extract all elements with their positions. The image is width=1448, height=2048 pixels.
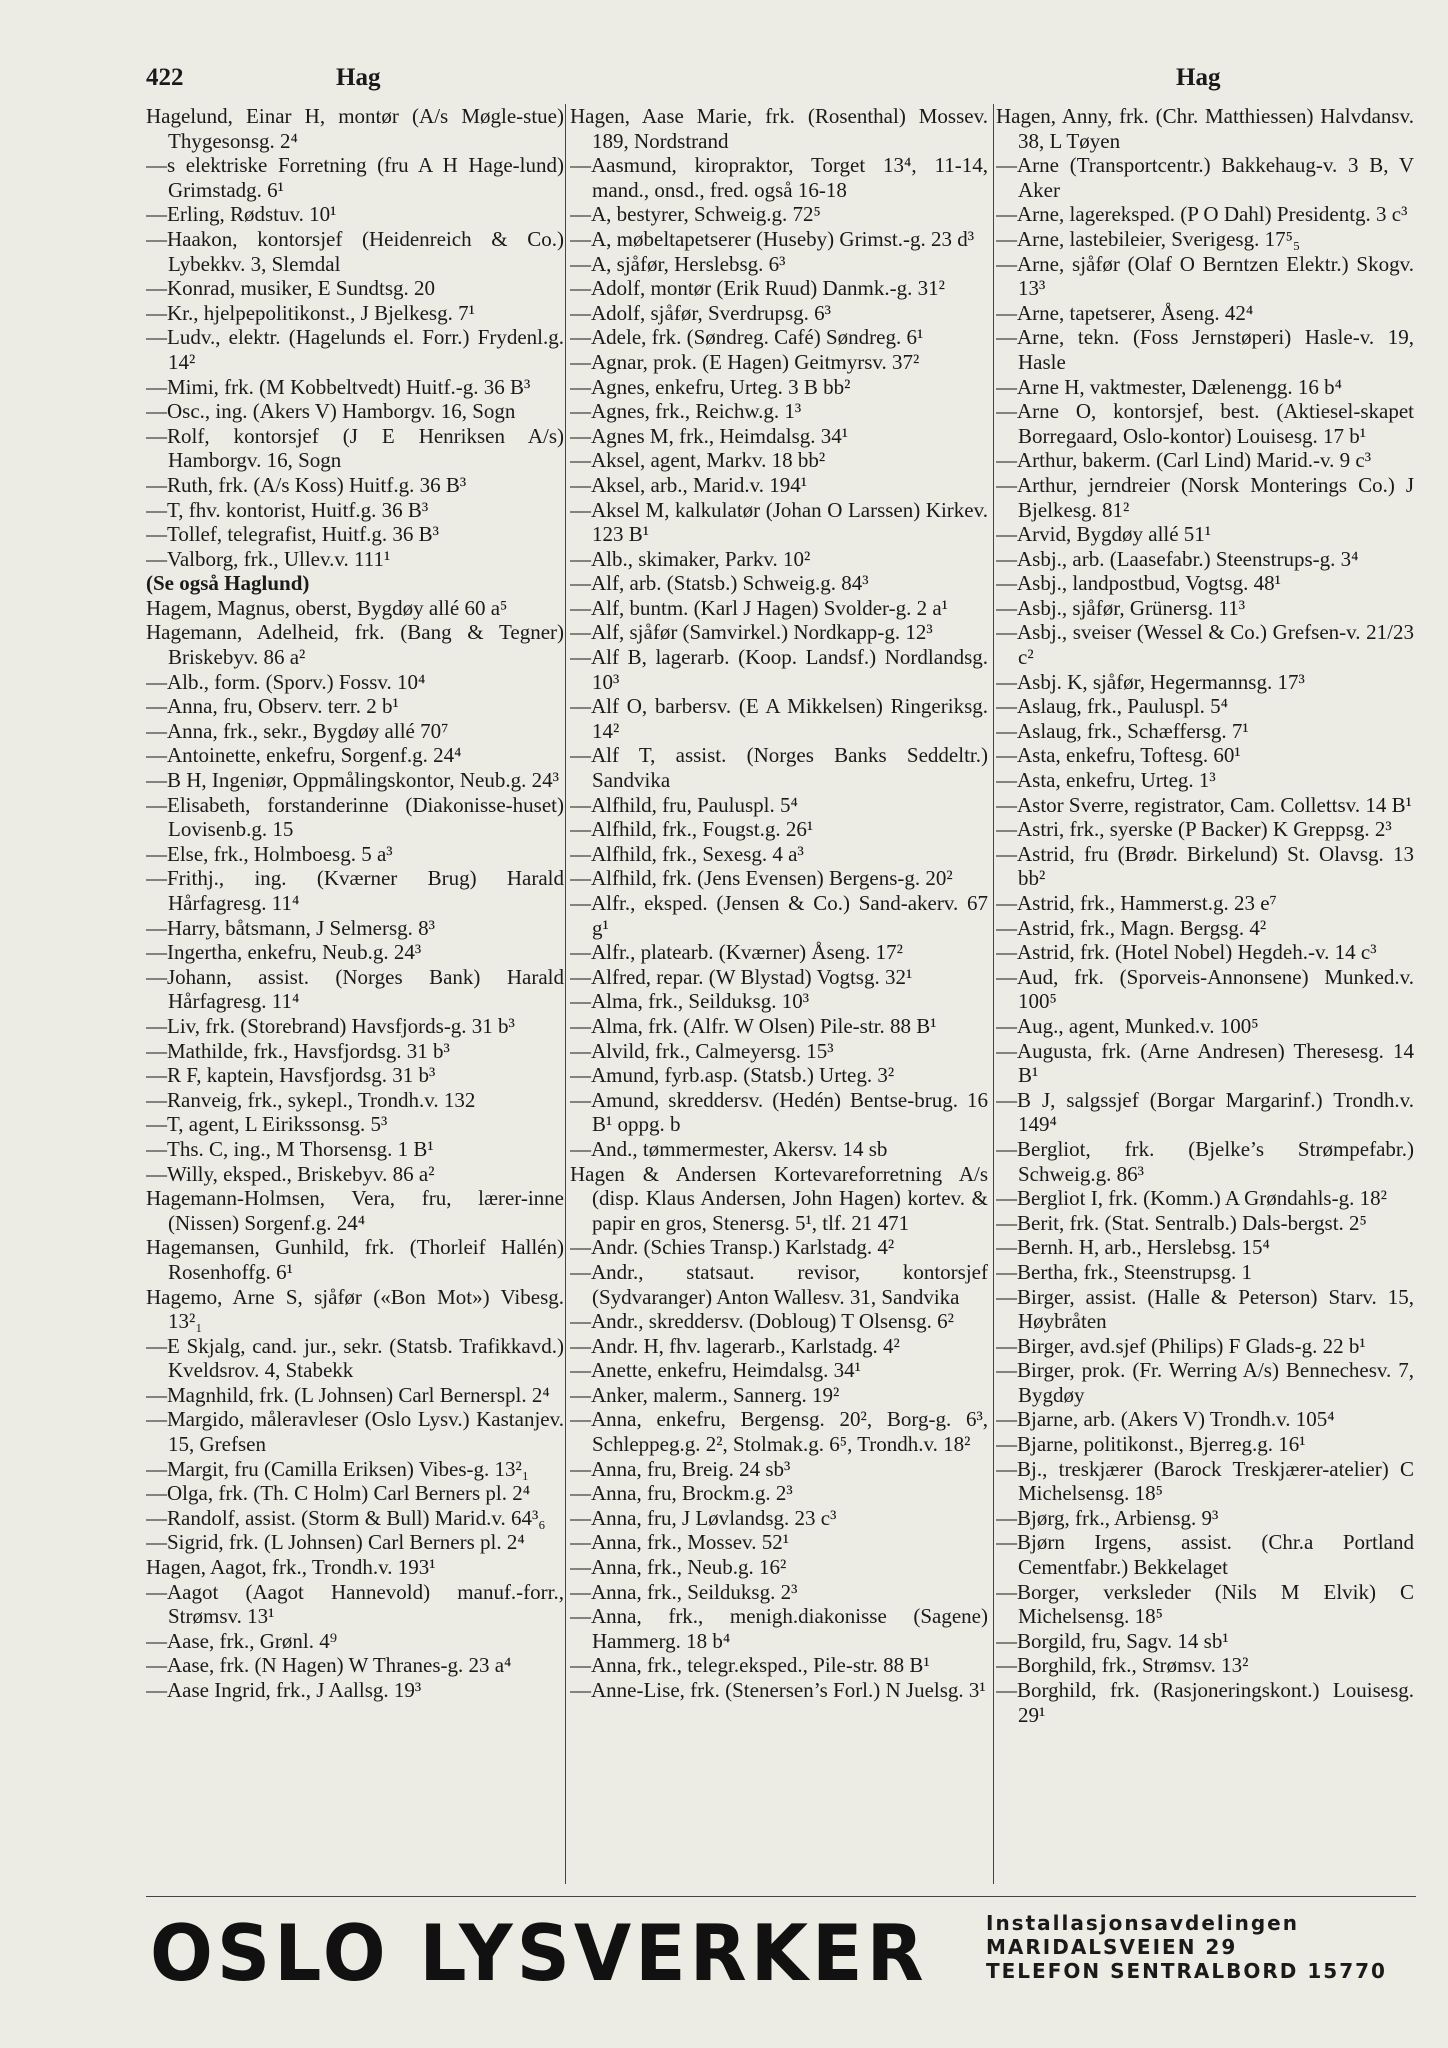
directory-entry: —Agnes, enkefru, Urteg. 3 B bb² <box>570 374 851 399</box>
directory-entry: —Astrid, frk., Magn. Bergsg. 4² <box>996 915 1267 940</box>
directory-entry: —Rolf, kontorsjef (J E Henriksen A/s) Hamborgv. 16, Sogn <box>146 423 564 473</box>
directory-entry: —B J, salgssjef (Borgar Margarinf.) Trondh.v. 149⁴ <box>996 1087 1414 1137</box>
directory-entry: —Liv, frk. (Storebrand) Havsfjords-g. 31 b³ <box>146 1013 515 1038</box>
directory-entry: —Asbj., sveiser (Wessel & Co.) Grefsen-v. 21/23 c² <box>996 620 1414 670</box>
directory-entry: —Alfhild, frk., Fougst.g. 26¹ <box>570 817 814 842</box>
page-number: 422 <box>146 64 184 91</box>
directory-entry: —Willy, eksped., Briskebyv. 86 a² <box>146 1161 435 1186</box>
directory-entry: —Aslaug, frk., Schæffersg. 7¹ <box>996 718 1249 743</box>
directory-entry: —Arne, tekn. (Foss Jernstøperi) Hasle-v. 19, Hasle <box>996 325 1414 374</box>
directory-entry: —Berit, frk. (Stat. Sentralb.) Dals-bergst. 2⁵ <box>996 1210 1367 1235</box>
directory-entry: —Arne, lastebileier, Sverigesg. 17⁵₅ <box>996 226 1301 251</box>
directory-entry: —T, agent, L Eirikssonsg. 5³ <box>146 1112 388 1137</box>
directory-entry: —Aksel, agent, Markv. 18 bb² <box>570 448 826 473</box>
directory-entry: —Borghild, frk. (Rasjoneringskont.) Louisesg. 29¹ <box>996 1678 1414 1727</box>
directory-entry: —Alfr., eksped. (Jensen & Co.) Sand-akerv. 67 g¹ <box>570 891 988 940</box>
directory-entry: Hagemann, Adelheid, frk. (Bang & Tegner) Briskebyv. 86 a² <box>146 620 564 670</box>
directory-entry: —Arne, lagereksped. (P O Dahl) Presidentg. 3 c³ <box>996 202 1408 227</box>
directory-entry: —Borghild, frk., Strømsv. 13² <box>996 1653 1249 1678</box>
directory-entry: —Ranveig, frk., sykepl., Trondh.v. 132 <box>146 1087 476 1112</box>
directory-entry: —Bertha, frk., Steenstrupsg. 1 <box>996 1259 1253 1284</box>
directory-entry: —Astrid, frk. (Hotel Nobel) Hegdeh.-v. 14 c³ <box>996 940 1377 965</box>
directory-entry: —B H, Ingeniør, Oppmålingskontor, Neub.g. 24³ <box>146 768 559 793</box>
directory-entry: —Adele, frk. (Søndreg. Café) Søndreg. 6¹ <box>570 325 924 350</box>
directory-columns <box>146 104 1442 1884</box>
directory-entry: —Arne, sjåfør (Olaf O Berntzen Elektr.) Skogv. 13³ <box>996 251 1414 301</box>
directory-entry: —Anna, fru, Brockm.g. 2³ <box>570 1481 793 1506</box>
department-line: Installasjonsavdelingen <box>986 1911 1299 1935</box>
directory-entry: —Aase, frk., Grønl. 4⁹ <box>146 1628 338 1653</box>
directory-entry: —Mimi, frk. (M Kobbeltvedt) Huitf.-g. 36 B³ <box>146 374 531 399</box>
page-header <box>146 64 1416 98</box>
directory-entry: —Agnes M, frk., Heimdalsg. 34¹ <box>570 423 849 448</box>
directory-entry: —Haakon, kontorsjef (Heidenreich & Co.) Lybekkv. 3, Slemdal <box>146 226 564 276</box>
directory-entry: —Bernh. H, arb., Herslebsg. 15⁴ <box>996 1235 1270 1260</box>
directory-entry: —Asbj., sjåfør, Grünersg. 11³ <box>996 595 1246 620</box>
directory-entry: —Elisabeth, forstanderinne (Diakonisse-huset) Lovisenb.g. 15 <box>146 792 564 842</box>
directory-entry: —Arthur, bakerm. (Carl Lind) Marid.-v. 9 c³ <box>996 448 1371 473</box>
directory-entry: —Agnar, prok. (E Hagen) Geitmyrsv. 37² <box>570 349 920 374</box>
directory-entry: —Anna, frk., menigh.diakonisse (Sagene) Hammerg. 18 b⁴ <box>570 1604 988 1653</box>
directory-entry: Hagelund, Einar H, montør (A/s Møgle-stue) Thygesonsg. 2⁴ <box>146 104 564 153</box>
directory-entry: —Andr. H, fhv. lagerarb., Karlstadg. 4² <box>570 1333 900 1358</box>
directory-entry: —Alb., skimaker, Parkv. 10² <box>570 546 811 571</box>
directory-entry: —Ths. C, ing., M Thorsensg. 1 B¹ <box>146 1136 434 1161</box>
directory-entry: Hagemann-Holmsen, Vera, fru, lærer-inne (Nissen) Sorgenf.g. 24⁴ <box>146 1186 564 1235</box>
directory-entry: —Alb., form. (Sporv.) Fossv. 10⁴ <box>146 669 426 694</box>
directory-entry: (Se også Haglund) <box>146 571 310 596</box>
directory-entry: —Asta, enkefru, Toftesg. 60¹ <box>996 743 1241 768</box>
directory-entry: —Arne (Transportcentr.) Bakkehaug-v. 3 B, V Aker <box>996 153 1414 202</box>
directory-entry: —Anette, enkefru, Heimdalsg. 34¹ <box>570 1358 861 1383</box>
header-word-right: Hag <box>1176 64 1221 91</box>
directory-entry: —Aug., agent, Munked.v. 100⁵ <box>996 1013 1259 1038</box>
directory-entry: —Alf, buntm. (Karl J Hagen) Svolder-g. 2 a¹ <box>570 595 948 620</box>
directory-entry: —s elektriske Forretning (fru A H Hage-lund) Grimstadg. 6¹ <box>146 153 564 202</box>
directory-entry: —Astri, frk., syerske (P Backer) K Greppsg. 2³ <box>996 817 1392 842</box>
directory-entry: —Bjarne, arb. (Akers V) Trondh.v. 105⁴ <box>996 1407 1335 1432</box>
directory-entry: —Anna, frk., sekr., Bygdøy allé 70⁷ <box>146 718 449 743</box>
directory-entry: —Bj., treskjærer (Barock Treskjærer-atelier) C Michelsensg. 18⁵ <box>996 1456 1414 1506</box>
directory-entry: —Aase Ingrid, frk., J Aallsg. 19³ <box>146 1678 422 1702</box>
directory-entry: —Alf O, barbersv. (E A Mikkelsen) Ringeriksg. 14² <box>570 694 988 743</box>
directory-entry: —Astrid, frk., Hammerst.g. 23 e⁷ <box>996 891 1277 915</box>
directory-entry: —Astrid, fru (Brødr. Birkelund) St. Olavsg. 13 bb² <box>996 841 1414 891</box>
directory-column-3 <box>996 104 1414 1884</box>
directory-entry: —Borger, verksleder (Nils M Elvik) C Michelsensg. 18⁵ <box>996 1579 1414 1629</box>
directory-entry: —R F, kaptein, Havsfjordsg. 31 b³ <box>146 1063 436 1088</box>
directory-entry: —Alfhild, fru, Pauluspl. 5⁴ <box>570 792 798 817</box>
directory-entry: —Alf, sjåfør (Samvirkel.) Nordkapp-g. 12³ <box>570 620 933 645</box>
directory-entry: Hagen, Aagot, frk., Trondh.v. 193¹ <box>146 1555 436 1580</box>
directory-entry: —Else, frk., Holmboesg. 5 a³ <box>146 841 393 866</box>
directory-column-1 <box>146 104 564 1884</box>
directory-entry: —Anne-Lise, frk. (Stenersen’s Forl.) N Juelsg. 3¹ <box>570 1678 986 1702</box>
directory-entry: —Arne H, vaktmester, Dælenengg. 16 b⁴ <box>996 374 1342 399</box>
directory-entry: —Aksel M, kalkulatør (Johan O Larssen) Kirkev. 123 B¹ <box>570 497 988 547</box>
directory-entry: Hagem, Magnus, oberst, Bygdøy allé 60 a⁵ <box>146 595 508 620</box>
directory-entry: —Ruth, frk. (A/s Koss) Huitf.g. 36 B³ <box>146 472 467 497</box>
directory-entry: —Astor Sverre, registrator, Cam. Collettsv. 14 B¹ <box>996 792 1412 817</box>
directory-entry: —Andr. (Schies Transp.) Karlstadg. 4² <box>570 1235 895 1260</box>
directory-entry: —Bjørg, frk., Arbiensg. 9³ <box>996 1505 1219 1530</box>
directory-entry: —Anna, fru, J Løvlandsg. 23 c³ <box>570 1505 837 1530</box>
header-word-left: Hag <box>336 64 381 91</box>
directory-entry: —Aud, frk. (Sporveis-Annonsene) Munked.v. 100⁵ <box>996 964 1414 1014</box>
directory-entry: Hagemansen, Gunhild, frk. (Thorleif Hallén) Rosenhoffg. 6¹ <box>146 1235 564 1284</box>
directory-entry: —Arthur, jerndreier (Norsk Monterings Co.) J Bjelkesg. 81² <box>996 472 1414 522</box>
advertiser-contact <box>986 1911 1416 1983</box>
directory-entry: —Birger, prok. (Fr. Werring A/s) Bennechesv. 7, Bygdøy <box>996 1358 1414 1407</box>
directory-entry: —Arne O, kontorsjef, best. (Aktiesel-skapet Borregaard, Oslo-kontor) Louisesg. 17 b¹ <box>996 399 1414 448</box>
directory-entry: —Birger, assist. (Halle & Peterson) Starv. 15, Høybråten <box>996 1284 1414 1334</box>
directory-entry: —Andr., statsaut. revisor, kontorsjef (Sydvaranger) Anton Wallesv. 31, Sandvika <box>570 1259 988 1309</box>
directory-entry: —Ingertha, enkefru, Neub.g. 24³ <box>146 940 422 965</box>
directory-entry: —Frithj., ing. (Kværner Brug) Harald Hårfagresg. 11⁴ <box>146 866 564 915</box>
directory-entry: —Konrad, musiker, E Sundtsg. 20 <box>146 276 436 301</box>
directory-entry: —Anna, enkefru, Bergensg. 20², Borg-g. 6³, Schleppeg.g. 2², Stolmak.g. 6⁵, Trondh.v. 18² <box>570 1407 988 1457</box>
directory-entry: —Kr., hjelpepolitikonst., J Bjelkesg. 7¹ <box>146 300 475 325</box>
directory-entry: —Birger, avd.sjef (Philips) F Glads-g. 22 b¹ <box>996 1333 1366 1358</box>
directory-entry: —Alfhild, frk. (Jens Evensen) Bergens-g. 20² <box>570 866 953 891</box>
directory-column-2 <box>570 104 988 1884</box>
directory-entry: —Anker, malerm., Sannerg. 19² <box>570 1382 840 1407</box>
directory-entry: —Alma, frk., Seilduksg. 10³ <box>570 989 810 1014</box>
directory-entry: —Harry, båtsmann, J Selmersg. 8³ <box>146 915 435 940</box>
directory-entry: —Adolf, sjåfør, Sverdrupsg. 6³ <box>570 300 831 325</box>
directory-entry: —Johann, assist. (Norges Bank) Harald Hårfagresg. 11⁴ <box>146 964 564 1014</box>
directory-entry: —Agnes, frk., Reichw.g. 1³ <box>570 399 802 424</box>
directory-entry: —T, fhv. kontorist, Huitf.g. 36 B³ <box>146 497 429 522</box>
directory-entry: —Anna, fru, Observ. terr. 2 b¹ <box>146 694 399 719</box>
directory-entry: —Sigrid, frk. (L Johnsen) Carl Berners pl. 2⁴ <box>146 1530 525 1555</box>
directory-entry: —Borgild, fru, Sagv. 14 sb¹ <box>996 1628 1229 1653</box>
directory-entry: —Anna, frk., Seilduksg. 2³ <box>570 1579 798 1604</box>
directory-entry: —Alf, arb. (Statsb.) Schweig.g. 84³ <box>570 571 869 596</box>
directory-entry: —A, bestyrer, Schweig.g. 72⁵ <box>570 202 821 227</box>
directory-entry: —Aagot (Aagot Hannevold) manuf.-forr., Strømsv. 13¹ <box>146 1579 564 1629</box>
directory-entry: —Aslaug, frk., Pauluspl. 5⁴ <box>996 694 1228 719</box>
directory-entry: Hagen, Anny, frk. (Chr. Matthiessen) Halvdansv. 38, L Tøyen <box>996 104 1414 153</box>
phone-line: TELEFON SENTRALBORD 15770 <box>986 1959 1387 1983</box>
directory-entry: —Alvild, frk., Calmeyersg. 15³ <box>570 1038 834 1063</box>
directory-entry: —Alfhild, frk., Sexesg. 4 a³ <box>570 841 804 866</box>
directory-entry: —Anna, frk., Neub.g. 16² <box>570 1555 787 1580</box>
directory-entry: —Amund, fyrb.asp. (Statsb.) Urteg. 3² <box>570 1063 895 1088</box>
directory-entry: —Anna, frk., telegr.eksped., Pile-str. 88 B¹ <box>570 1653 930 1678</box>
directory-entry: —Magnhild, frk. (L Johnsen) Carl Bernerspl. 2⁴ <box>146 1382 550 1407</box>
directory-entry: —Mathilde, frk., Havsfjordsg. 31 b³ <box>146 1038 450 1063</box>
advertiser-name: OSLO LYSVERKER <box>150 1908 928 2000</box>
address-line: MARIDALSVEIEN 29 <box>986 1935 1238 1959</box>
directory-entry: —Aase, frk. (N Hagen) W Thranes-g. 23 a⁴ <box>146 1653 512 1678</box>
directory-entry: —Aksel, arb., Marid.v. 194¹ <box>570 472 808 497</box>
directory-entry: —Alma, frk. (Alfr. W Olsen) Pile-str. 88 B¹ <box>570 1013 937 1038</box>
directory-entry: —Augusta, frk. (Arne Andresen) Theresesg. 14 B¹ <box>996 1038 1414 1088</box>
directory-entry: Hagen & Andersen Kortevareforretning A/s (disp. Klaus Andersen, John Hagen) kortev. & papir en gros, Stenersg. 5¹, tlf. 21 471 <box>570 1161 988 1235</box>
directory-entry: —Asbj. K, sjåfør, Hegermannsg. 17³ <box>996 669 1305 694</box>
directory-entry: —Asbj., arb. (Laasefabr.) Steenstrups-g. 3⁴ <box>996 546 1359 571</box>
directory-entry: —Olga, frk. (Th. C Holm) Carl Berners pl. 2⁴ <box>146 1481 531 1506</box>
directory-entry: —Antoinette, enkefru, Sorgenf.g. 24⁴ <box>146 743 462 768</box>
directory-entry: —A, sjåfør, Herslebsg. 6³ <box>570 251 786 276</box>
directory-entry: —Osc., ing. (Akers V) Hamborgv. 16, Sogn <box>146 399 516 424</box>
directory-entry: —Margit, fru (Camilla Eriksen) Vibes-g. 13²₁ <box>146 1456 530 1481</box>
directory-entry: —Arne, tapetserer, Åseng. 42⁴ <box>996 300 1254 325</box>
directory-entry: —Bergliot, frk. (Bjelke’s Strømpefabr.) Schweig.g. 86³ <box>996 1136 1414 1186</box>
directory-entry: —Tollef, telegrafist, Huitf.g. 36 B³ <box>146 522 439 547</box>
directory-entry: —And., tømmermester, Akersv. 14 sb <box>570 1136 888 1161</box>
directory-entry: —Randolf, assist. (Storm & Bull) Marid.v. 64³₆ <box>146 1505 546 1530</box>
directory-entry: —Amund, skreddersv. (Hedén) Bentse-brug. 16 B¹ oppg. b <box>570 1087 988 1137</box>
directory-entry: —E Skjalg, cand. jur., sekr. (Statsb. Trafikkavd.) Kveldsrov. 4, Stabekk <box>146 1333 564 1383</box>
directory-entry: —Anna, frk., Mossev. 52¹ <box>570 1530 789 1555</box>
directory-entry: —Erling, Rødstuv. 10¹ <box>146 202 337 227</box>
directory-entry: —Bergliot I, frk. (Komm.) A Grøndahls-g. 18² <box>996 1186 1387 1211</box>
directory-entry: —Arvid, Bygdøy allé 51¹ <box>996 522 1212 547</box>
directory-entry: —Bjørn Irgens, assist. (Chr.a Portland Cementfabr.) Bekkelaget <box>996 1530 1414 1580</box>
directory-entry: —Margido, måleravleser (Oslo Lysv.) Kastanjev. 15, Grefsen <box>146 1407 564 1457</box>
advertisement-footer <box>146 1896 1416 2000</box>
directory-entry: —Anna, fru, Breig. 24 sb³ <box>570 1456 791 1481</box>
directory-entry: —Alf B, lagerarb. (Koop. Landsf.) Nordlandsg. 10³ <box>570 645 988 694</box>
directory-entry: Hagemo, Arne S, sjåfør («Bon Mot») Vibesg. 13²₁ <box>146 1284 564 1334</box>
directory-entry: —Adolf, montør (Erik Ruud) Danmk.-g. 31² <box>570 276 945 301</box>
directory-entry: —A, møbeltapetserer (Huseby) Grimst.-g. 23 d³ <box>570 226 975 251</box>
directory-entry: —Alfred, repar. (W Blystad) Vogtsg. 32¹ <box>570 964 913 989</box>
directory-entry: —Ludv., elektr. (Hagelunds el. Forr.) Frydenl.g. 14² <box>146 325 564 374</box>
directory-entry: —Asbj., landpostbud, Vogtsg. 48¹ <box>996 571 1281 596</box>
directory-entry: —Bjarne, politikonst., Bjerreg.g. 16¹ <box>996 1432 1306 1457</box>
directory-entry: —Alfr., platearb. (Kværner) Åseng. 17² <box>570 940 903 965</box>
directory-entry: —Aasmund, kiropraktor, Torget 13⁴, 11-14, mand., onsd., fred. også 16-18 <box>570 153 988 202</box>
directory-entry: —Alf T, assist. (Norges Banks Seddeltr.) Sandvika <box>570 743 988 793</box>
directory-entry: —Andr., skreddersv. (Dobloug) T Olsensg. 6² <box>570 1309 954 1334</box>
directory-entry: Hagen, Aase Marie, frk. (Rosenthal) Mossev. 189, Nordstrand <box>570 104 988 153</box>
directory-entry: —Asta, enkefru, Urteg. 1³ <box>996 768 1216 793</box>
directory-entry: —Valborg, frk., Ullev.v. 111¹ <box>146 546 391 571</box>
